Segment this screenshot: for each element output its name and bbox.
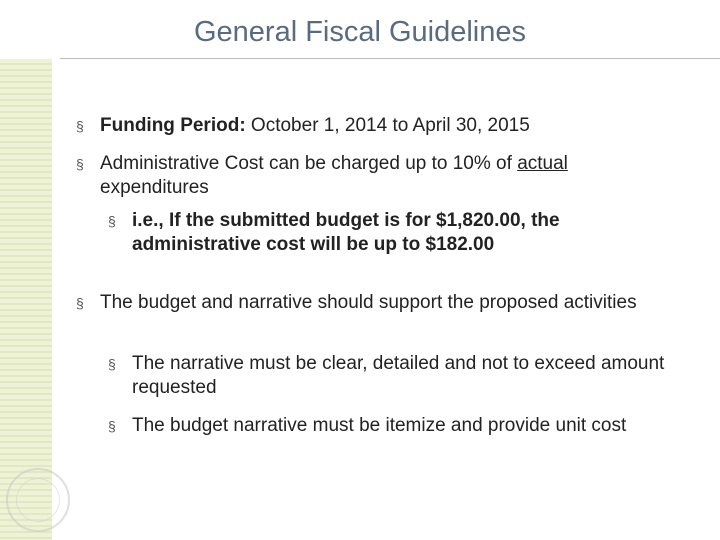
bullet-marker-icon: § xyxy=(108,213,116,229)
bullet-funding-period xyxy=(76,114,676,138)
bullet-budget-narrative xyxy=(76,291,676,315)
admin-example-text: i.e., If the submitted budget is for $1,820.00, the administrative cost will be up to $182.00 xyxy=(132,210,560,255)
narrative-clear-text: The narrative must be clear, detailed and not to exceed amount requested xyxy=(132,353,665,398)
bullet-marker-icon: § xyxy=(76,156,84,172)
sub-bullet-admin-example xyxy=(108,209,678,257)
bullet-marker-icon: § xyxy=(108,356,116,372)
admin-cost-text-after: expenditures xyxy=(100,177,209,198)
bullet-marker-icon: § xyxy=(76,295,84,311)
sub-bullet-narrative-itemize xyxy=(108,414,678,438)
budget-narrative-text: The budget and narrative should support the proposed activities xyxy=(100,292,637,313)
narrative-itemize-text: The budget narrative must be itemize and provide unit cost xyxy=(132,415,627,436)
bullet-marker-icon: § xyxy=(76,118,84,134)
funding-period-value: October 1, 2014 to April 30, 2015 xyxy=(245,115,530,136)
admin-cost-emphasis: actual xyxy=(517,153,568,174)
funding-period-label: Funding Period: xyxy=(100,115,246,136)
sub-bullet-narrative-clear xyxy=(108,352,678,400)
slide-title: General Fiscal Guidelines xyxy=(193,16,527,48)
admin-cost-text-before: Administrative Cost can be charged up to 10% of xyxy=(100,153,518,174)
bullet-administrative-cost xyxy=(76,152,676,200)
bullet-marker-icon: § xyxy=(108,418,116,434)
